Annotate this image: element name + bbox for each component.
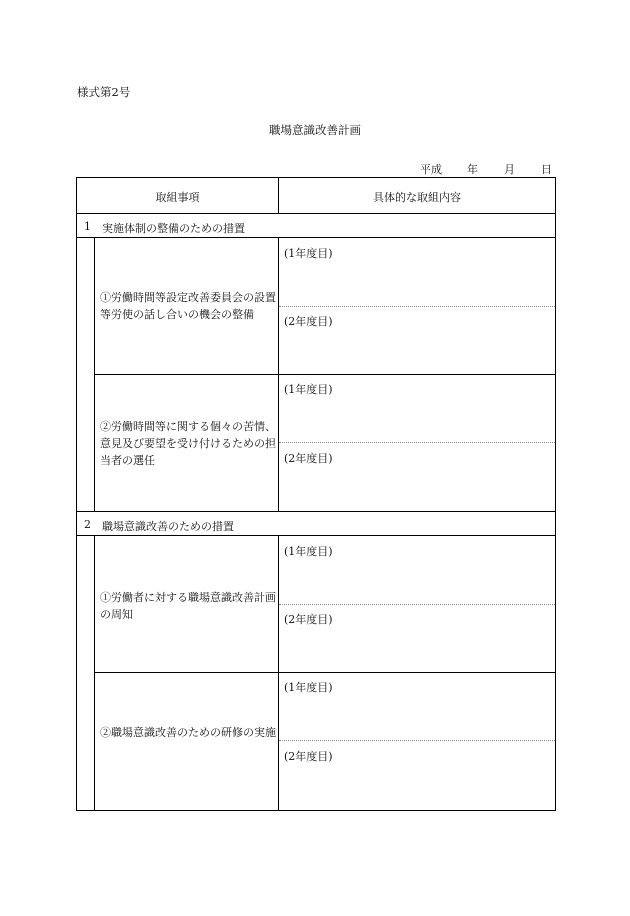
section-2-title: 職場意識改善のための措置	[102, 520, 234, 533]
section-1-item-2-year2: (2年度目)	[284, 452, 333, 465]
date-day: 日	[541, 163, 552, 176]
section-2-item-2-year2: (2年度目)	[284, 750, 333, 763]
date-year: 年	[467, 163, 478, 176]
document-title: 職場意識改善計画	[269, 123, 361, 137]
section-2-number: 2	[84, 518, 91, 531]
section-2-item-2-label: ②職場意識改善のための研修の実施	[100, 726, 276, 739]
section-1-item-1-year1: (1年度目)	[284, 247, 333, 260]
section-1-item-2-year1: (1年度目)	[284, 383, 333, 396]
section-2-item-1-year2: (2年度目)	[284, 613, 333, 626]
form-number: 様式第2号	[77, 85, 131, 99]
section-2-item-1-label: ①労働者に対する職場意識改善計画の周知	[100, 591, 276, 621]
section-1-item-2-label: ②労働時間等に関する個々の苦情、意見及び要望を受け付けるための担当者の選任	[100, 420, 276, 467]
date-line	[420, 161, 552, 177]
section-1-item-1-year2: (2年度目)	[284, 315, 333, 328]
section-1-title: 実施体制の整備のための措置	[102, 222, 245, 235]
header-left: 取組事項	[155, 191, 200, 204]
section-2-item-2-year1: (1年度目)	[284, 681, 333, 694]
date-month: 月	[504, 163, 515, 176]
header-right: 具体的な取組内容	[373, 191, 461, 204]
section-2-item-1-year1: (1年度目)	[284, 545, 333, 558]
section-1-item-1-label: ①労働時間等設定改善委員会の設置等労使の話し合いの機会の整備	[100, 291, 276, 321]
date-era: 平成	[420, 163, 442, 176]
section-1-number: 1	[84, 220, 91, 233]
plan-table	[76, 177, 556, 811]
